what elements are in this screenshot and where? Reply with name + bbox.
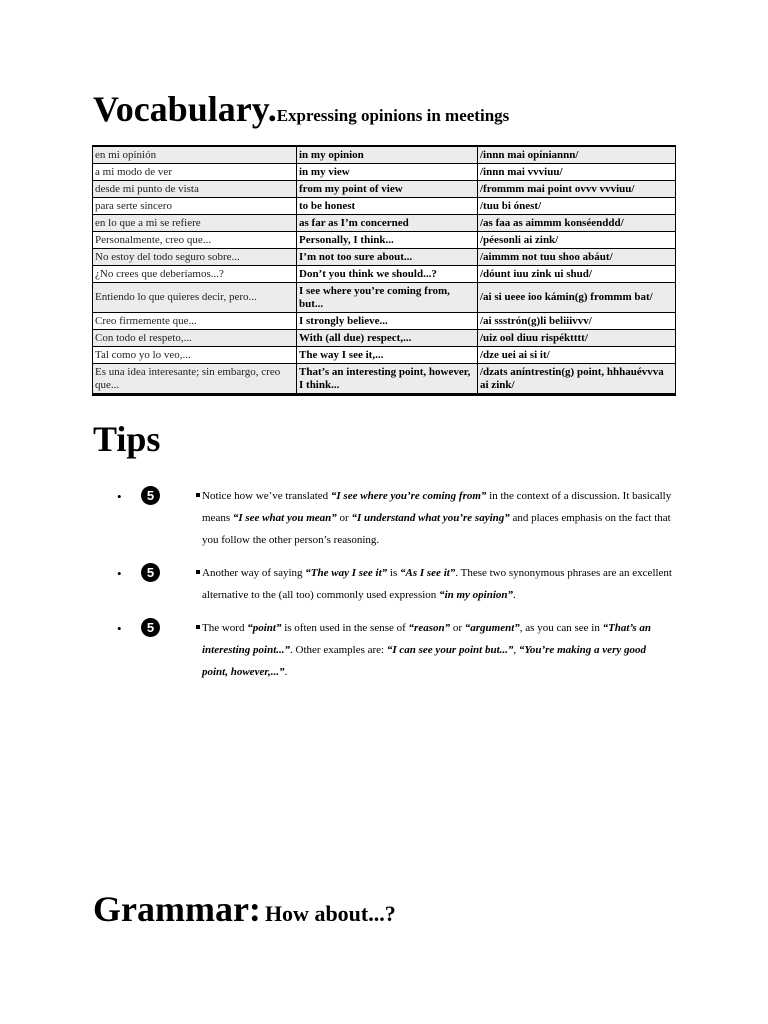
grammar-subtitle: How about...?	[264, 901, 396, 926]
tip-text: Notice how we’ve translated	[202, 490, 331, 502]
tip-text: .	[284, 666, 288, 678]
table-row	[93, 164, 676, 181]
table-row	[93, 181, 676, 198]
table-row	[93, 249, 676, 266]
pronunciation-cell: /frommm mai point ovvv vvviuu/	[478, 181, 676, 198]
tip-quote: “The way I see it”	[305, 567, 388, 579]
english-cell: With (all due) respect,...	[297, 330, 478, 347]
pronunciation-cell: /ai si ueee ioo kámin(g) frommm bat/	[478, 283, 676, 313]
tip-text: Another way of saying	[202, 567, 306, 579]
spanish-cell: Tal como yo lo veo,...	[93, 347, 297, 364]
vocabulary-title: Vocabulary.	[93, 89, 277, 129]
english-cell: The way I see it,...	[297, 347, 478, 364]
bullet-icon: •	[117, 489, 122, 504]
spanish-cell: en lo que a mi se refiere	[93, 215, 297, 232]
pronunciation-cell: /innn mai vvviuu/	[478, 164, 676, 181]
spanish-cell: a mi modo de ver	[93, 164, 297, 181]
tip-text: The word	[202, 622, 248, 634]
tip-quote: “That’s an interesting point...”	[202, 622, 651, 656]
table-row	[93, 266, 676, 283]
square-bullet-icon	[196, 625, 200, 629]
vocabulary-table	[92, 145, 676, 396]
tips-heading	[93, 418, 160, 460]
tip-text: . These two synonymous phrases are an excellent alternative to the (all too) commonly used expression	[202, 567, 672, 601]
table-row	[93, 232, 676, 249]
table-row	[93, 283, 676, 313]
pronunciation-cell: /aimmm not tuu shoo abáut/	[478, 249, 676, 266]
tip-line	[117, 562, 672, 606]
pronunciation-cell: /innn mai opíniannn/	[478, 146, 676, 164]
number-badge-icon: 5	[141, 486, 160, 505]
tip-item	[117, 617, 672, 683]
number-badge-icon: 5	[141, 563, 160, 582]
english-cell: Personally, I think...	[297, 232, 478, 249]
bullet-icon: •	[117, 566, 122, 581]
spanish-cell: Personalmente, creo que...	[93, 232, 297, 249]
number-badge-icon: 5	[141, 618, 160, 637]
tip-quote: “I can see your point but...”	[386, 644, 514, 656]
english-cell: as far as I’m concerned	[297, 215, 478, 232]
english-cell: I’m not too sure about...	[297, 249, 478, 266]
tip-item	[117, 485, 672, 551]
tip-text: is	[387, 567, 400, 579]
tip-quote: “As I see it”	[400, 567, 456, 579]
bullet-icon: •	[117, 621, 122, 636]
english-cell: in my view	[297, 164, 478, 181]
tips-list	[117, 485, 672, 694]
spanish-cell: Con todo el respeto,...	[93, 330, 297, 347]
english-cell: to be honest	[297, 198, 478, 215]
tip-quote: “I understand what you’re saying”	[351, 512, 510, 524]
spanish-cell: Creo firmemente que...	[93, 313, 297, 330]
grammar-heading	[93, 888, 396, 930]
spanish-cell: No estoy del todo seguro sobre...	[93, 249, 297, 266]
vocabulary-heading	[93, 88, 509, 130]
pronunciation-cell: /ai ssstrón(g)li beliiivvv/	[478, 313, 676, 330]
english-cell: I strongly believe...	[297, 313, 478, 330]
vocabulary-subtitle: Expressing opinions in meetings	[276, 106, 510, 125]
pronunciation-cell: /dze uei ai si it/	[478, 347, 676, 364]
spanish-cell: Es una idea interesante; sin embargo, creo que...	[93, 364, 297, 395]
tip-quote: “I see where you’re coming from”	[330, 490, 487, 502]
tip-item	[117, 562, 672, 606]
spanish-cell: en mi opinión	[93, 146, 297, 164]
english-cell: I see where you’re coming from, but...	[297, 283, 478, 313]
pronunciation-cell: /péesonli ai zink/	[478, 232, 676, 249]
tip-text: or	[450, 622, 465, 634]
spanish-cell: Entiendo lo que quieres decir, pero...	[93, 283, 297, 313]
table-row	[93, 330, 676, 347]
english-cell: from my point of view	[297, 181, 478, 198]
table-row	[93, 215, 676, 232]
pronunciation-cell: /tuu bi ónest/	[478, 198, 676, 215]
tip-line	[117, 485, 672, 551]
pronunciation-cell: /dzats aníntrestin(g) point, hhhauévvva ai zink/	[478, 364, 676, 395]
table-row	[93, 198, 676, 215]
table-row	[93, 347, 676, 364]
grammar-title: Grammar:	[93, 889, 261, 929]
tip-text: and places emphasis on the fact that you follow the other person’s reasoning.	[202, 512, 671, 546]
spanish-cell: desde mi punto de vista	[93, 181, 297, 198]
tip-text: ,	[513, 644, 519, 656]
spanish-cell: para serte sincero	[93, 198, 297, 215]
tip-text: , as you can see in	[519, 622, 603, 634]
tip-text: .	[513, 589, 516, 601]
square-bullet-icon	[196, 493, 200, 497]
english-cell: Don’t you think we should...?	[297, 266, 478, 283]
tip-quote: “in my opinion”	[439, 589, 514, 601]
english-cell: in my opinion	[297, 146, 478, 164]
pronunciation-cell: /as faa as aimmm konséenddd/	[478, 215, 676, 232]
tip-quote: “You’re making a very good point, however,...”	[202, 644, 646, 678]
spanish-cell: ¿No crees que deberíamos...?	[93, 266, 297, 283]
square-bullet-icon	[196, 570, 200, 574]
tip-text: or	[336, 512, 352, 524]
table-row	[93, 313, 676, 330]
tip-line	[117, 617, 672, 683]
pronunciation-cell: /dóunt iuu zink ui shud/	[478, 266, 676, 283]
tip-text: . Other examples are:	[290, 644, 387, 656]
table-row	[93, 364, 676, 395]
tip-quote: “point”	[247, 622, 282, 634]
tip-text: is often used in the sense of	[281, 622, 409, 634]
english-cell: That’s an interesting point, however, I think...	[297, 364, 478, 395]
tip-quote: “reason”	[408, 622, 451, 634]
tips-title: Tips	[93, 419, 161, 459]
pronunciation-cell: /uiz ool diuu rispéktttt/	[478, 330, 676, 347]
tip-quote: “I see what you mean”	[232, 512, 337, 524]
tip-quote: “argument”	[464, 622, 520, 634]
table-row	[93, 146, 676, 164]
tip-text: in the context of a discussion. It basically means	[202, 490, 672, 524]
